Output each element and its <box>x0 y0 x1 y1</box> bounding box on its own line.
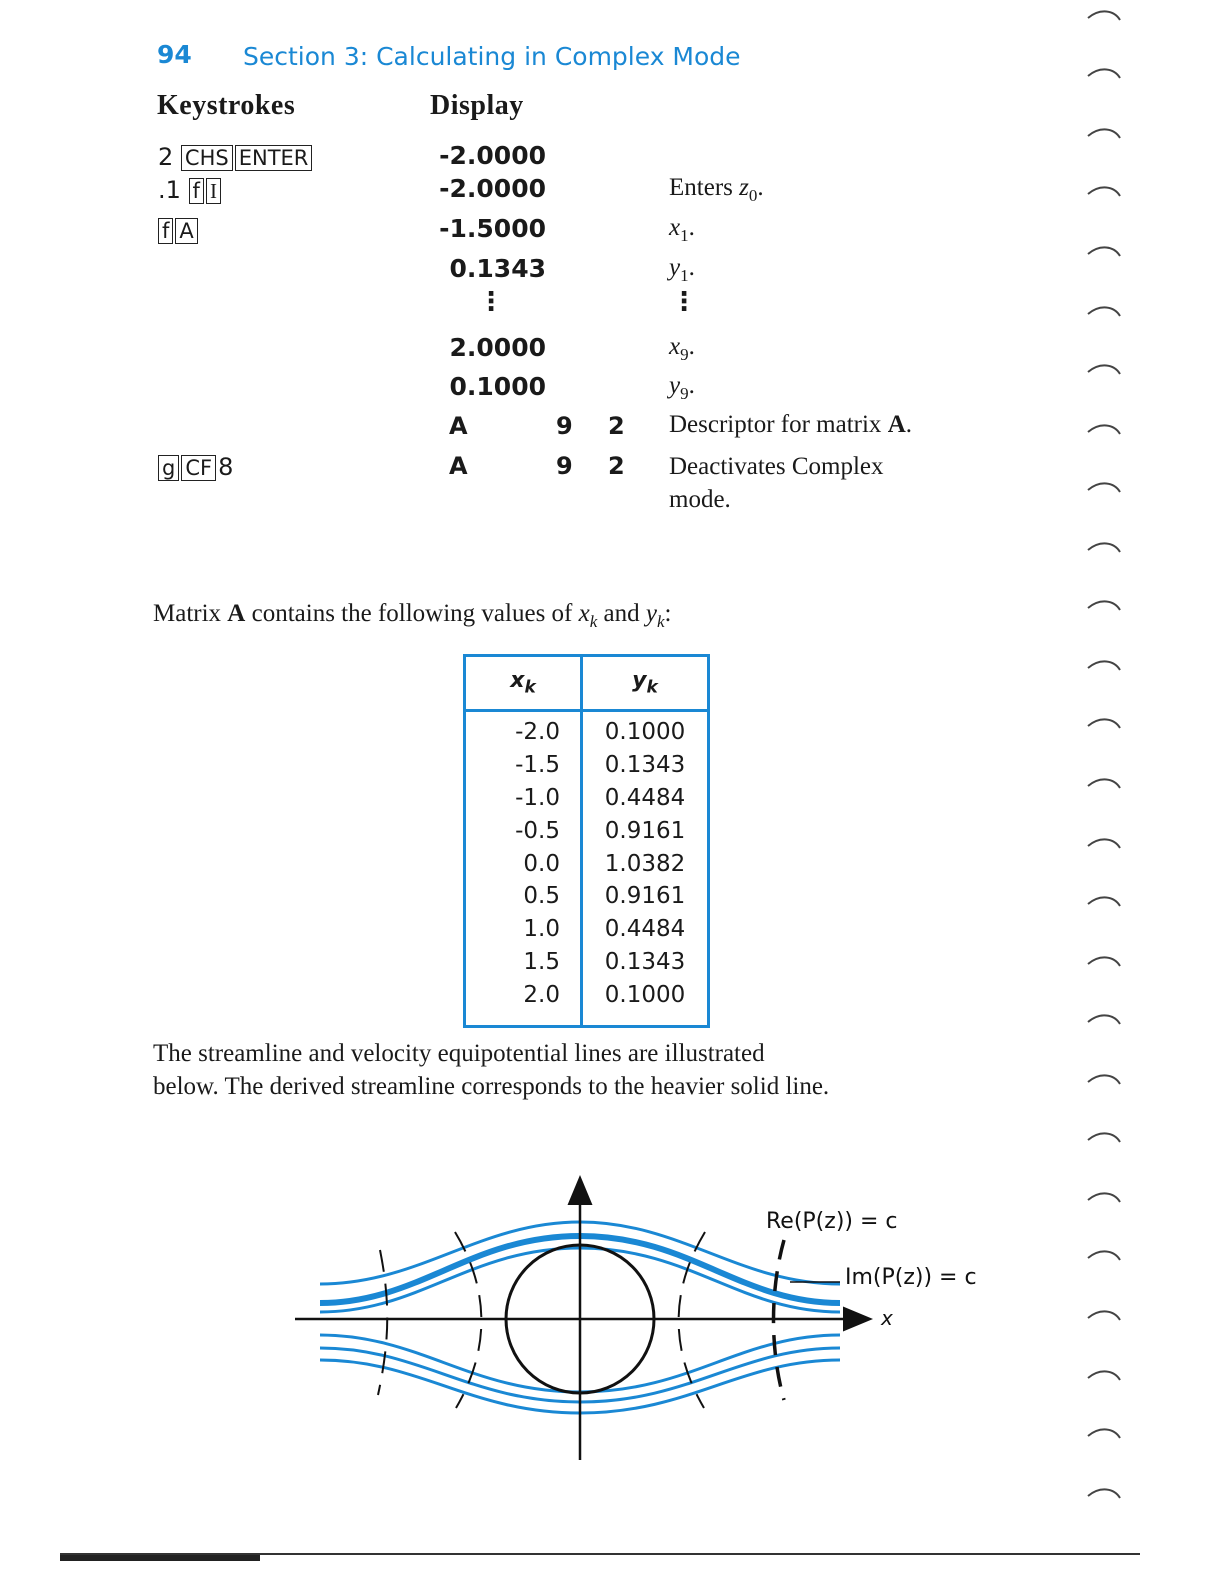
i-key: I <box>206 178 221 204</box>
g-key: g <box>158 455 179 481</box>
description: Deactivates Complex mode. <box>669 453 884 513</box>
keystroke-row-3 <box>158 216 200 244</box>
keystroke-row-2 <box>158 176 223 204</box>
table-header-row <box>465 656 709 711</box>
table-row: 1.5 0.1343 <box>465 946 709 979</box>
streamline-paragraph: The streamline and velocity equipotential lines are illustrated below. The derived streamline corresponds to the heavier solid line. <box>153 1040 830 1100</box>
enter-key: ENTER <box>235 145 313 171</box>
f-key: f <box>158 218 173 244</box>
keystrokes-heading: Keystrokes <box>157 90 296 121</box>
spiral-binding-decoration <box>1078 0 1138 1584</box>
page-bottom-shadow <box>60 1555 260 1561</box>
section-title: Section 3: Calculating in Complex Mode <box>243 42 741 71</box>
display-rows: 9 <box>556 452 573 480</box>
description: $y_9$. <box>669 372 695 403</box>
table-row: 0.5 0.9161 <box>465 880 709 913</box>
yk-header: $y_k$ <box>582 656 709 711</box>
keystroke-row-9 <box>158 453 233 481</box>
matrix-intro: Matrix A contains the following values of $x_k$ and $y_k$: <box>153 600 672 631</box>
matrix-values-table <box>463 654 710 1028</box>
display-matrix-name: A <box>449 452 468 480</box>
keystroke-prefix: 2 <box>158 143 174 171</box>
table-row: 0.0 1.0382 <box>465 847 709 880</box>
cf-key: CF <box>181 455 216 481</box>
a-key: A <box>175 218 197 244</box>
display-value: -1.5000 <box>439 214 546 243</box>
table-row: -1.0 0.4484 <box>465 782 709 815</box>
description: $x_1$. <box>669 214 695 245</box>
display-value: -2.0000 <box>439 174 546 203</box>
f-key: f <box>189 178 204 204</box>
page-number: 94 <box>157 40 192 69</box>
display-heading: Display <box>430 90 524 121</box>
table-row: 1.0 0.4484 <box>465 913 709 946</box>
display-ellipsis: ⋮ <box>478 287 504 317</box>
display-rows: 9 <box>556 412 573 440</box>
display-value: -2.0000 <box>439 141 546 170</box>
table-row: -2.0 0.1000 <box>465 711 709 749</box>
display-value: 0.1000 <box>449 372 546 401</box>
description: $x_9$. <box>669 333 695 364</box>
equipotential-line <box>378 1250 387 1395</box>
description: Descriptor for matrix A. <box>669 411 912 438</box>
im-label: Im(P(z)) = c <box>845 1265 977 1290</box>
display-value: 0.1343 <box>449 254 546 283</box>
keystroke-row-1 <box>158 143 314 171</box>
display-value: 2.0000 <box>449 333 546 362</box>
table-row: 2.0 0.1000 <box>465 978 709 1026</box>
streamline-figure <box>0 1160 1224 1480</box>
x-axis-label: x <box>881 1306 893 1330</box>
display-cols: 2 <box>608 452 625 480</box>
xk-header: $x_k$ <box>465 656 582 711</box>
display-cols: 2 <box>608 412 625 440</box>
description: Enters $z_0$. <box>669 174 764 205</box>
description: $y_1$. <box>669 254 695 285</box>
keystroke-suffix: 8 <box>218 453 234 481</box>
re-label: Re(P(z)) = c <box>766 1209 898 1234</box>
table-row: -0.5 0.9161 <box>465 814 709 847</box>
keystroke-prefix: .1 <box>158 176 181 204</box>
chs-key: CHS <box>181 145 233 171</box>
description-ellipsis: ⋮ <box>671 287 697 317</box>
table-row: -1.5 0.1343 <box>465 749 709 782</box>
display-matrix-name: A <box>449 412 468 440</box>
